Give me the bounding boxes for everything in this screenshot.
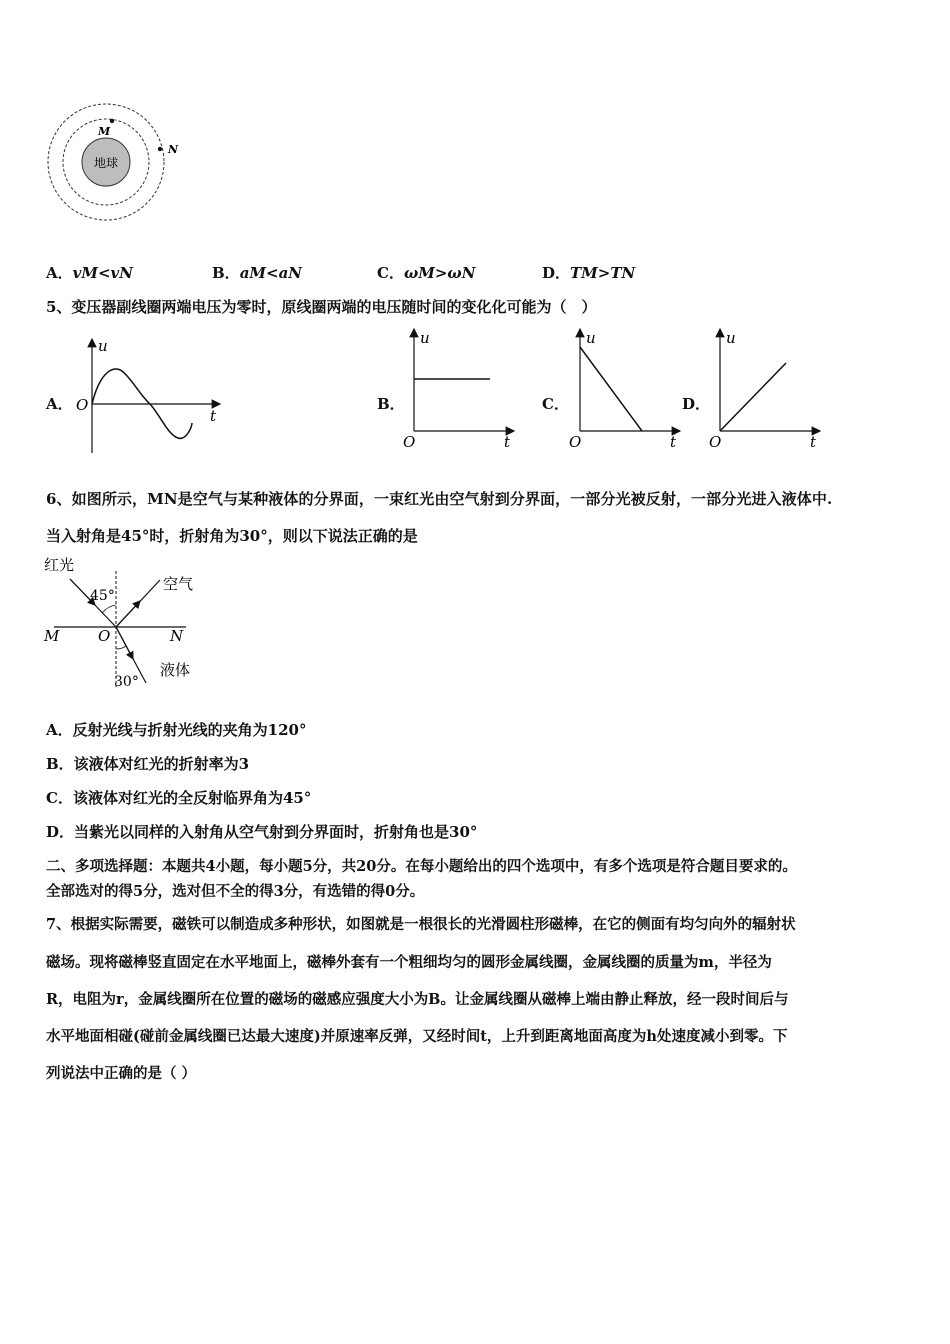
q6-option-d[interactable]: D．当紫光以同样的入射角从空气射到分界面时，折射角也是30°: [46, 823, 478, 841]
incident-angle-label: 45°: [90, 588, 115, 604]
q4-option-a-letter: A．: [46, 264, 73, 282]
q6-option-b[interactable]: B．该液体对红光的折射率为3: [46, 755, 250, 773]
q7-line2: 磁场。现将磁棒竖直固定在水平地面上，磁棒外套有一个粗细均匀的圆形金属线圈，金属线圈的质量为m，半径为: [46, 954, 772, 971]
q4-option-a[interactable]: [46, 262, 133, 283]
satellite-m: [110, 119, 114, 123]
q6-option-a[interactable]: A．反射光线与折射光线的夹角为120°: [46, 721, 307, 739]
q4-option-b-letter: B．: [212, 264, 240, 282]
q5-stem: 5、变压器副线圈两端电压为零时，原线圈两端的电压随时间的变化化可能为（ ）: [46, 298, 597, 316]
refract-angle-arc: [116, 646, 126, 649]
q4-option-d-text: TM>TN: [570, 264, 636, 282]
q7-line3: R，电阻为r，金属线圈所在位置的磁场的磁感应强度大小为B。让金属线圈从磁棒上端由静止释放，经一段时间后与: [46, 991, 789, 1008]
q5-d-increasing-line: [720, 363, 786, 431]
q5-c-decreasing-line: [580, 347, 642, 431]
incident-angle-arc: [102, 605, 116, 613]
q6-option-c[interactable]: C．该液体对红光的全反射临界角为45°: [46, 789, 312, 807]
q5-option-c-letter[interactable]: C．: [542, 395, 569, 413]
q6-refraction-figure: [40, 553, 215, 693]
refracted-ray-arrow: [116, 627, 133, 659]
q5-d-t-label: t: [810, 433, 817, 450]
q5-b-u-label: u: [420, 329, 430, 347]
air-label: 空气: [163, 575, 194, 593]
q5-a-origin: O: [76, 396, 89, 414]
red-light-label: 红光: [44, 556, 75, 574]
q6-stem-line2: 当入射角是45°时，折射角为30°，则以下说法正确的是: [46, 527, 418, 545]
q4-option-b[interactable]: [212, 262, 302, 283]
q4-option-d[interactable]: [542, 262, 635, 283]
q5-graph-d: [706, 325, 826, 450]
section2-line2: 全部选对的得5分，选对但不全的得3分，有选错的得0分。: [46, 883, 425, 900]
m-label: M: [98, 125, 111, 138]
earth-label: 地球: [93, 156, 119, 170]
reflected-ray-arrow: [116, 601, 140, 627]
n-point-label: N: [170, 627, 184, 645]
q5-graph-c: [566, 325, 686, 450]
q5-c-u-label: u: [586, 329, 596, 347]
q5-graph-a: [70, 335, 230, 455]
q7-line1: 7、根据实际需要，磁铁可以制造成多种形状，如图就是一根很长的光滑圆柱形磁棒，在它的侧面有均匀向外的辐射状: [46, 916, 796, 933]
q5-graph-b: [400, 325, 520, 450]
q5-c-t-label: t: [670, 433, 677, 450]
q4-option-c-letter: C．: [377, 264, 404, 282]
q4-option-a-text: vM<vN: [72, 264, 133, 282]
q4-option-d-letter: D．: [542, 264, 571, 282]
q5-a-u-label: u: [98, 337, 108, 355]
q5-d-u-label: u: [726, 329, 736, 347]
o-point-label: O: [98, 627, 111, 645]
q7-line5: 列说法中正确的是（ ）: [46, 1065, 197, 1082]
q4-option-c-text: ωM>ωN: [403, 264, 476, 282]
q5-d-origin: O: [709, 433, 722, 450]
orbit-figure: [40, 100, 190, 230]
q5-c-origin: O: [569, 433, 582, 450]
m-point-label: M: [44, 627, 60, 645]
n-label: N: [168, 143, 179, 156]
q5-option-b-letter[interactable]: B．: [377, 395, 405, 413]
section2-line1: 二、多项选择题：本题共4小题，每小题5分，共20分。在每小题给出的四个选项中，有多个选项是符合题目要求的。: [46, 858, 797, 875]
refract-angle-label: 30°: [114, 674, 139, 690]
q5-option-d-letter[interactable]: D．: [682, 395, 711, 413]
q5-a-t-label: t: [210, 407, 217, 425]
q5-b-t-label: t: [504, 433, 511, 450]
q7-line4: 水平地面相碰(碰前金属线圈已达最大速度)并原速率反弹，又经时间t，上升到距离地面高度为h处速度减小到零。下: [46, 1028, 788, 1045]
liquid-label: 液体: [160, 661, 191, 679]
q4-option-b-text: aM<aN: [239, 264, 303, 282]
satellite-n: [158, 147, 162, 151]
q5-b-origin: O: [403, 433, 416, 450]
q6-stem-line1: 6、如图所示，MN是空气与某种液体的分界面，一束红光由空气射到分界面，一部分光被反射，一部分光进入液体中.: [46, 490, 833, 508]
q5-option-a-letter[interactable]: A．: [46, 395, 73, 413]
q4-option-c[interactable]: [377, 262, 475, 283]
